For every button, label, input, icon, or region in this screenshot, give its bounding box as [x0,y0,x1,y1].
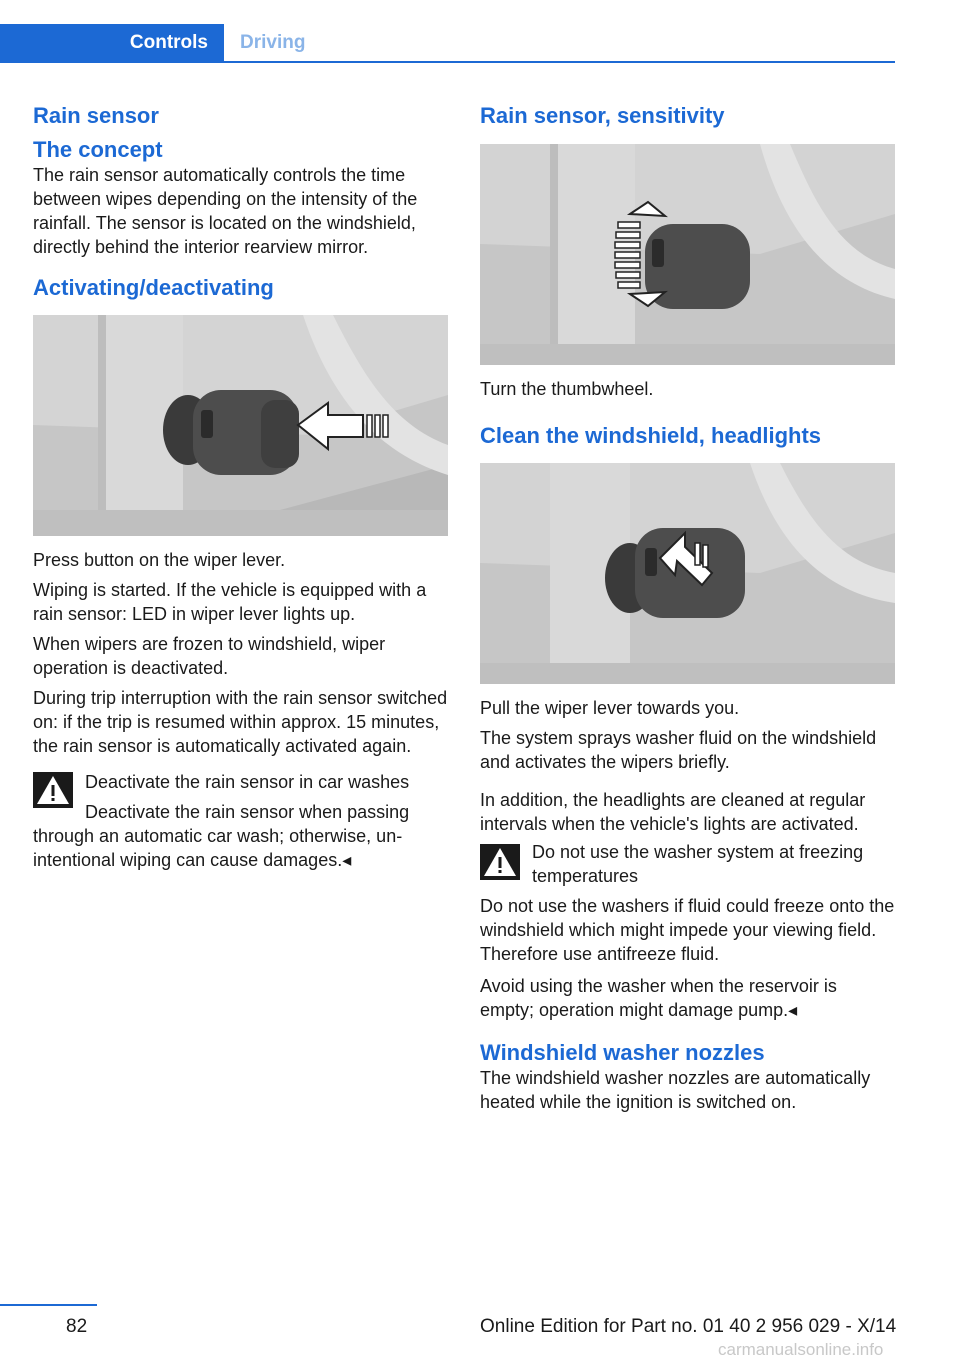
nozzles-heading: Windshield washer nozzles [480,1040,765,1065]
car-wash-warning-title: Deactivate the rain sensor in car washes [85,772,410,792]
warning-triangle-icon [33,772,73,808]
press-button-text: Press button on the wiper lever. [33,550,286,570]
headlights-cleaned-text: In addition, the headlights are cleaned at regular intervals when the vehicle's lights are activated. [480,790,866,834]
page-number: 82 [66,1316,88,1337]
tab-controls[interactable] [0,24,224,61]
header-bar [0,0,960,62]
footer-rule [0,1304,97,1306]
freezing-warning [480,840,895,1022]
clean-heading: Clean the windshield, headlights [480,423,822,448]
wiping-started-text: Wiping is started. If the vehicle is equipped with a rain sensor: LED in wiper lever lights up. [33,580,427,624]
tab-driving-label: Driving [240,31,306,53]
freezing-warning-body: Do not use the washers if fluid could freeze onto the windshield which might impede your viewing field. Therefore use antifreeze fluid. [480,896,895,964]
edition-text: Online Edition for Part no. 01 40 2 956 029 - X/14 [480,1316,897,1337]
sprays-washer-text: The system sprays washer fluid on the windshield and activates the wipers briefly. [480,728,877,772]
tab-controls-label: Controls [129,31,208,53]
concept-text: The rain sensor automatically controls the time between wipes depending on the intensity of the rainfall. The sensor is located on the windshield, directly behind the interior rearview mirror. [33,165,418,257]
warning-triangle-icon [480,844,520,880]
thumbwheel-figure [480,144,895,365]
freezing-warning-title: Do not use the washer system at freezing temperatures [532,842,864,886]
left-column [33,100,448,872]
frozen-text: When wipers are frozen to windshield, wiper operation is deactivated. [33,634,386,678]
thumbwheel-text: Turn the thumbwheel. [480,379,654,399]
watermark: carmanualsonline.info [718,1340,884,1359]
activating-heading: Activating/deactivating [33,275,274,300]
reservoir-empty-text: Avoid using the washer when the reservoir is empty; operation might damage pump.◂ [480,976,837,1020]
car-wash-warning-body [33,800,448,872]
sensitivity-heading: Rain sensor, sensitivity [480,103,725,128]
nozzles-text: The windshield washer nozzles are automatically heated while the ignition is switched on. [480,1068,871,1112]
pull-lever-text: Pull the wiper lever towards you. [480,698,740,718]
tab-driving[interactable] [240,24,305,61]
concept-heading: The concept [33,137,163,162]
washer-figure [480,463,895,684]
car-wash-warning-rest: through an automatic car wash; otherwise, unintentional wiping can cause damages.◂ [33,826,403,870]
car-wash-warning-first-line: Deactivate the rain sensor when passing [85,802,410,822]
wiper-button-figure [33,315,448,536]
right-column [480,100,895,1122]
rain-sensor-title: Rain sensor [33,103,159,128]
header-rule [0,61,895,63]
car-wash-warning [33,770,448,872]
trip-interruption-text: During trip interruption with the rain sensor switched on: if the trip is resumed within approx. 15 minutes, the rain sensor is automatically activated again. [33,688,448,756]
